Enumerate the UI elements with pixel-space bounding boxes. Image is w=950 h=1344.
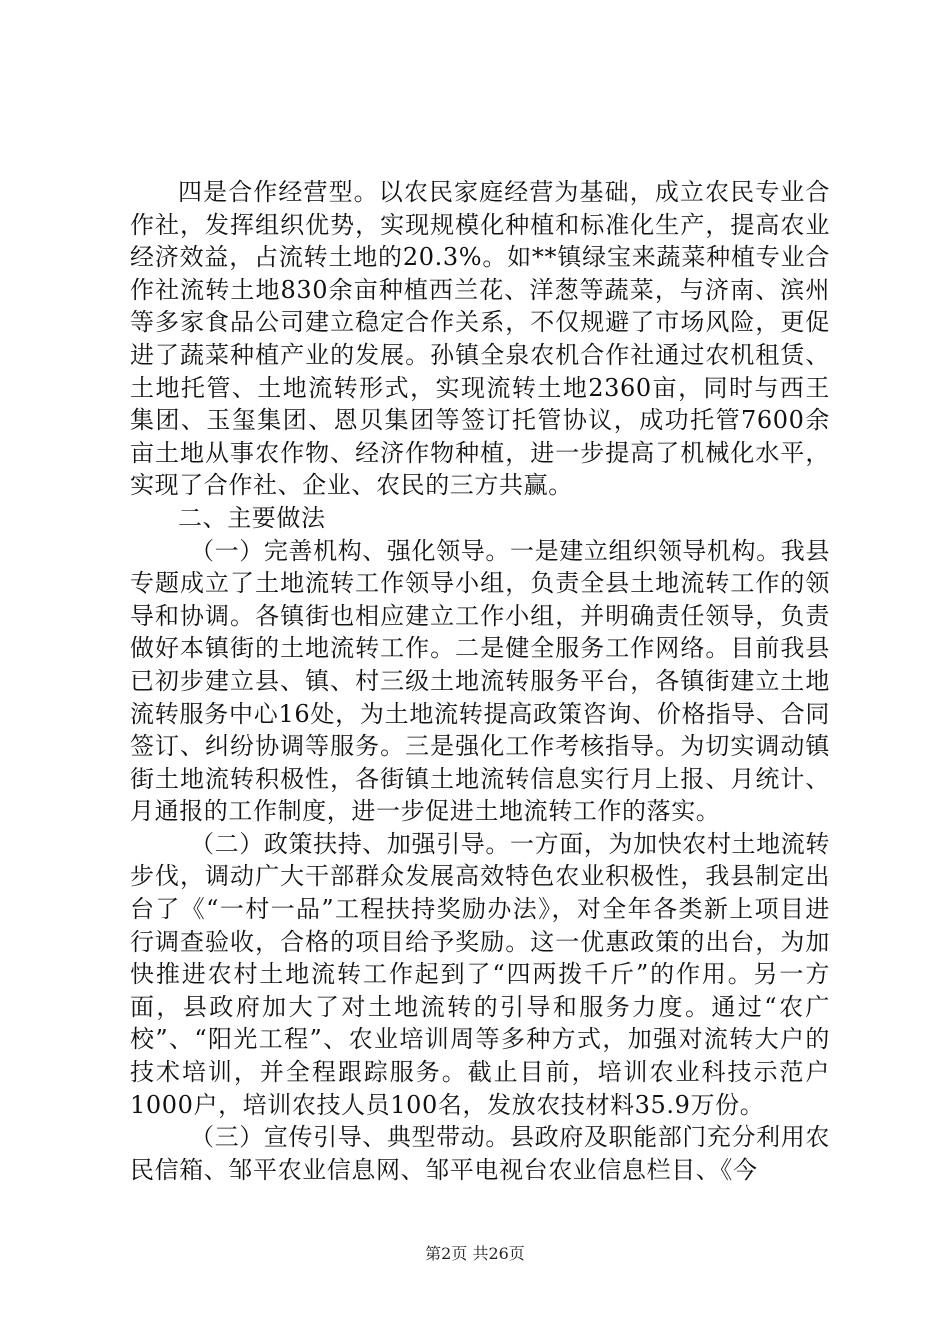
paragraph-cooperative-type: 四是合作经营型。以农民家庭经营为基础，成立农民专业合作社，发挥组织优势，实现规模化种植和标准化生产，提高农业经济效益，占流转土地的20.3%。如**镇绿宝来蔬菜种植专业合作社流转土地830余亩种植西兰花、洋葱等蔬菜，与济南、滨州等多家食品公司建立稳定合作关系，不仅规避了市场风险，更促进了蔬菜种植产业的发展。孙镇全泉农机合作社通过农机租赁、土地托管、土地流转形式，实现流转土地2360亩，同时与西王集团、玉玺集团、恩贝集团等签订托管协议，成功托管7600余亩土地从事农作物、经济作物种植，进一步提高了机械化水平，实现了合作社、企业、农民的三方共赢。 (130, 178, 830, 500)
paragraph-organization-leadership: （一）完善机构、强化领导。一是建立组织领导机构。我县专题成立了土地流转工作领导小组，负责全县土地流转工作的领导和协调。各镇街也相应建立工作小组，并明确责任领导，负责做好本镇街的土地流转工作。二是健全服务工作网络。目前我县已初步建立县、镇、村三级土地流转服务平台，各镇街建立土地流转服务中心16处，为土地流转提高政策咨询、价格指导、合同签订、纠纷协调等服务。三是强化工作考核指导。为切实调动镇街土地流转积极性，各街镇土地流转信息实行月上报、月统计、月通报的工作制度，进一步促进土地流转工作的落实。 (130, 536, 830, 826)
paragraph-publicity-guidance: （三）宣传引导、典型带动。县政府及职能部门充分利用农民信箱、邹平农业信息网、邹平电视台农业信息栏目、《今 (130, 1123, 830, 1184)
page-footer (0, 1244, 950, 1264)
page-number-label: 第2页 共26页 (425, 1244, 525, 1263)
paragraph-policy-support: （二）政策扶持、加强引导。一方面，为加快农村土地流转步伐，调动广大干部群众发展高效特色农业积极性，我县制定出台了《“一村一品”工程扶持奖励办法》，对全年各类新上项目进行调查验收，合格的项目给予奖励。这一优惠政策的出台，为加快推进农村土地流转工作起到了“四两拨千斤”的作用。另一方面，县政府加大了对土地流转的引导和服务力度。通过“农广校”、“阳光工程”、农业培训周等多种方式，加强对流转大户的技术培训，并全程跟踪服务。截止目前，培训农业科技示范户1000户，培训农技人员100名，发放农技材料35.9万份。 (130, 829, 830, 1119)
document-body (130, 176, 830, 1186)
section-heading-main-practices: 二、主要做法 (178, 503, 326, 532)
